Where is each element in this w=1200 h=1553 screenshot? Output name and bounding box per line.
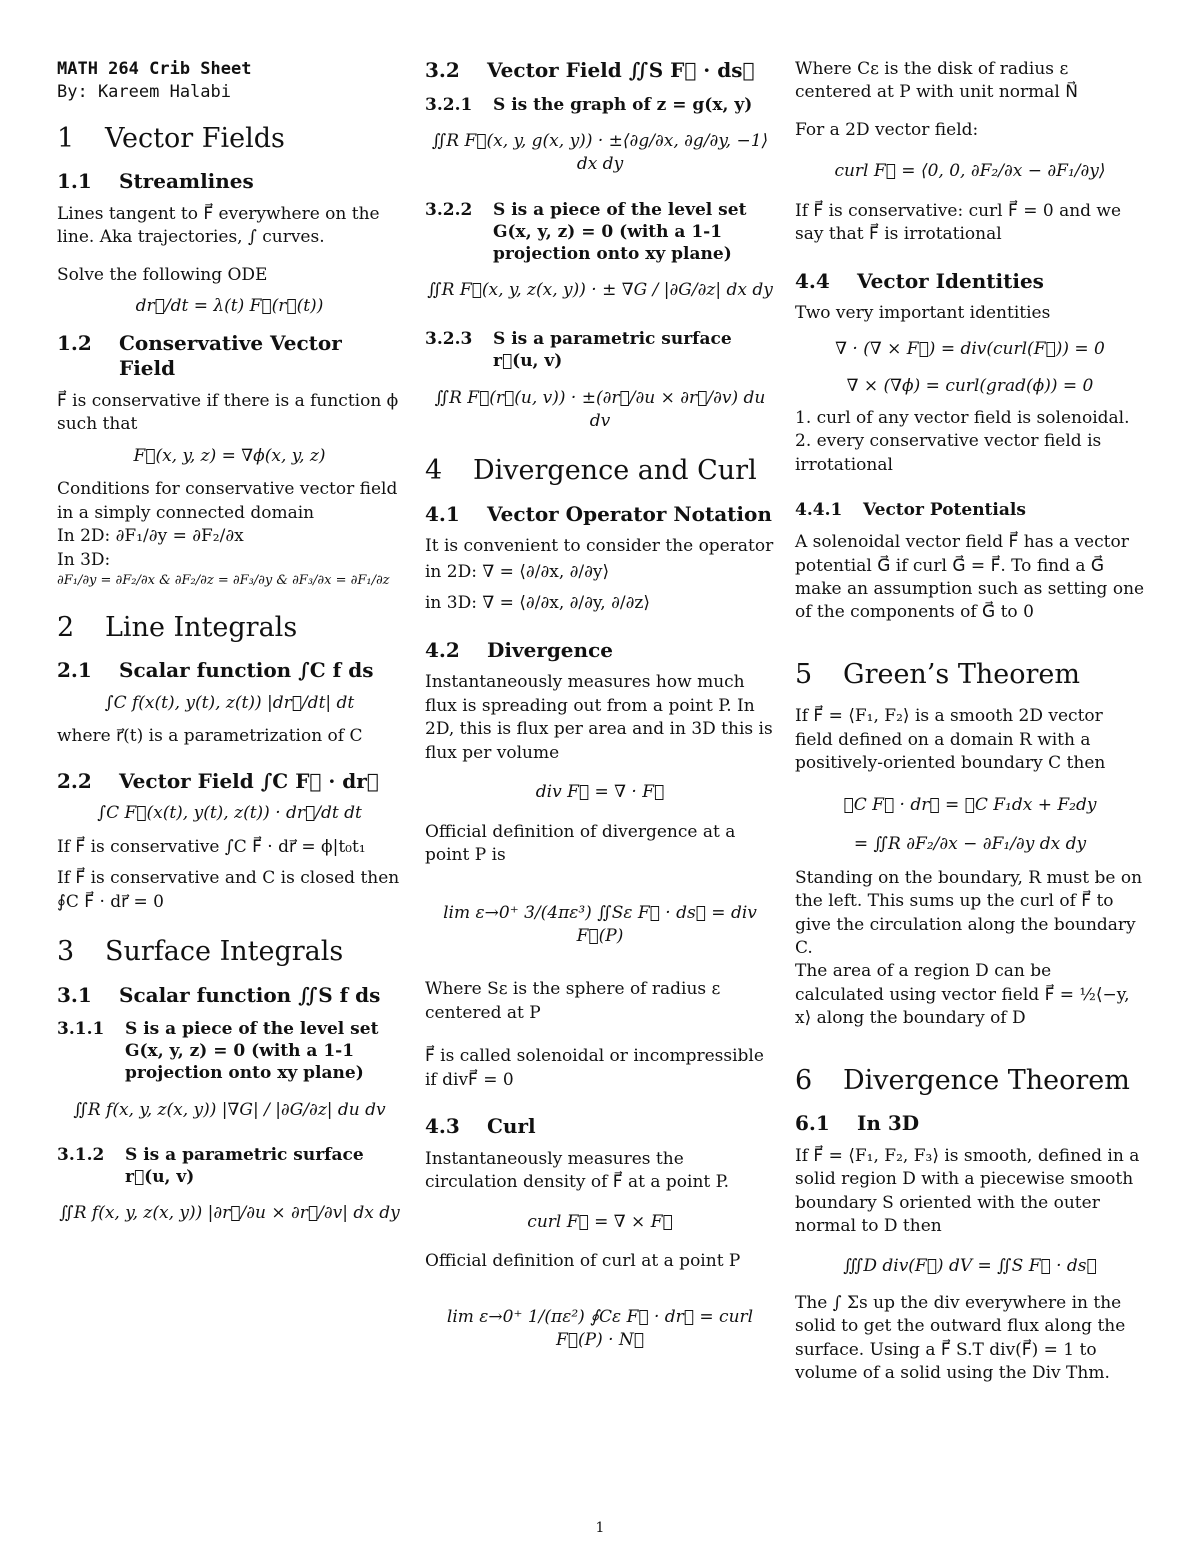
- section-heading: 1 Vector Fields: [57, 122, 285, 154]
- subsubsection-heading: 3.1.1 S is a piece of the level set G(x, y, z) = 0 (with a 1-1 projection onto xy plane): [57, 1019, 379, 1084]
- subsection-heading: 4.4 Vector Identities: [795, 268, 1044, 293]
- text-line: 1. curl of any vector field is solenoidal.: [795, 407, 1130, 428]
- paragraph: If F⃗ = ⟨F₁, F₂⟩ is a smooth 2D vector field defined on a domain R with a positively-oriented boundary C then: [795, 706, 1106, 774]
- paragraph: A solenoidal vector field F⃗ has a vector potential G⃗ if curl G⃗ = F⃗. To find a G⃗ make an assumption such as setting one of the components of G⃗ to 0: [795, 532, 1145, 623]
- subsection-heading: 2.2 Vector Field ∫C F⃗ · dr⃗: [57, 768, 379, 793]
- paragraph: For a 2D vector field:: [795, 119, 979, 140]
- column-2: [425, 52, 775, 1363]
- text-line: In 2D: ∂F₁/∂y = ∂F₂/∂x: [57, 526, 244, 547]
- section-heading: 5 Green’s Theorem: [795, 658, 1080, 690]
- sheet-title: MATH 264 Crib Sheet: [57, 59, 252, 79]
- page-number: 1: [595, 1520, 605, 1536]
- equation: F⃗(x, y, z) = ∇ϕ(x, y, z): [133, 445, 326, 466]
- equation: ∫C F⃗(x(t), y(t), z(t)) · dr⃗/dt dt: [97, 803, 362, 824]
- text-line: 2. every conservative vector field is irrotational: [795, 431, 1102, 475]
- equation: ∫C f(x(t), y(t), z(t)) |dr⃗/dt| dt: [104, 692, 355, 713]
- subsection-heading: 6.1 In 3D: [795, 1111, 920, 1136]
- equation: curl F⃗ = ⟨0, 0, ∂F₂/∂x − ∂F₁/∂y⟩: [834, 161, 1106, 182]
- subsubsection-heading: 3.2.2 S is a piece of the level set G(x, y, z) = 0 (with a 1-1 projection onto xy plane): [425, 199, 747, 264]
- equation: lim ε→0⁺ 3/(4πε³) ∬Sε F⃗ · ds⃗ = div F⃗(P): [443, 902, 757, 946]
- equation: ∭D div(F⃗) dV = ∬S F⃗ · ds⃗: [843, 1255, 1097, 1276]
- section-heading: 2 Line Integrals: [57, 612, 298, 643]
- paragraph: F⃗ is called solenoidal or incompressible if divF⃗ = 0: [425, 1046, 764, 1090]
- equation: ∬R F⃗(x, y, g(x, y)) · ±⟨∂g/∂x, ∂g/∂y, −1⟩ dx dy: [431, 130, 769, 175]
- equation: ∬R F⃗(x, y, z(x, y)) · ± ∇G / |∂G/∂z| dx dy: [427, 279, 773, 300]
- subsection-heading: 3.1 Scalar function ∬S f ds: [57, 982, 381, 1007]
- sheet-author: By: Kareem Halabi: [57, 82, 231, 103]
- subsection-heading: 3.2 Vector Field ∬S F⃗ · ds⃗: [425, 58, 755, 82]
- subsubsection-heading: 3.2.1 S is the graph of z = g(x, y): [425, 94, 753, 115]
- section-heading: 3 Surface Integrals: [57, 936, 344, 968]
- subsubsection-heading: 3.2.3 S is a parametric surface r⃗(u, v): [425, 329, 732, 372]
- paragraph: Instantaneously measures how much flux is spreading out from a point P. In 2D, this is flux per area and in 3D this is flux per volume: [425, 672, 773, 763]
- paragraph: Standing on the boundary, R must be on the left. This sums up the curl of F⃗ to give the circulation along the boundary C.: [795, 867, 1143, 958]
- equation: curl F⃗ = ∇ × F⃗: [527, 1211, 673, 1232]
- equation: ∮C F⃗ · dr⃗ = ∮C F₁dx + F₂dy: [843, 794, 1097, 815]
- equation: lim ε→0⁺ 1/(πε²) ∮Cε F⃗ · dr⃗ = curl F⃗(P) · N⃗: [446, 1306, 754, 1351]
- equation: = ∬R ∂F₂/∂x − ∂F₁/∂y dx dy: [853, 834, 1087, 855]
- paragraph: If F⃗ is conservative: curl F⃗ = 0 and we say that F⃗ is irrotational: [795, 200, 1122, 245]
- subsection-heading: 2.1 Scalar function ∫C f ds: [57, 658, 374, 683]
- paragraph: Conditions for conservative vector field in a simply connected domain: [57, 479, 398, 523]
- equation: div F⃗ = ∇ · F⃗: [535, 782, 665, 803]
- paragraph: Where Cε is the disk of radius ε centered at P with unit normal N⃗: [795, 59, 1078, 103]
- equation: ∂F₁/∂y = ∂F₂/∂x & ∂F₂/∂z = ∂F₃/∂y & ∂F₃/∂x = ∂F₁/∂z: [57, 573, 390, 589]
- equation: ∇ × (∇ϕ) = curl(grad(ϕ)) = 0: [846, 376, 1094, 397]
- paragraph: Two very important identities: [795, 303, 1051, 324]
- paragraph: If F⃗ is conservative and C is closed then ∮C F⃗ · dr⃗ = 0: [57, 868, 400, 912]
- paragraph: Lines tangent to F⃗ everywhere on the line. Aka trajectories, ∫ curves.: [57, 203, 380, 248]
- subsection-heading: 4.3 Curl: [425, 1114, 536, 1139]
- paragraph: Where Sε is the sphere of radius ε centered at P: [425, 979, 721, 1023]
- column-3: [795, 52, 1145, 1394]
- paragraph: The ∫ Σs up the div everywhere in the solid to get the outward flux along the surface. Using a F⃗ S.T div(F⃗) = 1 to volume of a solid using the Div Thm.: [795, 1293, 1126, 1384]
- section-heading: 4 Divergence and Curl: [425, 455, 757, 487]
- subsection-heading: 1.2 Conservative Vector Field: [57, 330, 342, 381]
- equation: ∬R F⃗(r⃗(u, v)) · ±(∂r⃗/∂u × ∂r⃗/∂v) du dv: [434, 387, 766, 431]
- section-heading: 6 Divergence Theorem: [795, 1064, 1130, 1096]
- subsubsection-heading: 3.1.2 S is a parametric surface r⃗(u, v): [57, 1145, 364, 1188]
- subsection-heading: 4.1 Vector Operator Notation: [425, 501, 772, 526]
- equation: dr⃗/dt = λ(t) F⃗(r⃗(t)): [135, 296, 324, 317]
- paragraph: F⃗ is conservative if there is a function ϕ such that: [57, 390, 399, 435]
- text-line: in 2D: ∇ = ⟨∂/∂x, ∂/∂y⟩: [425, 561, 610, 582]
- paragraph: It is convenient to consider the operator: [425, 536, 774, 557]
- equation: ∬R f(x, y, z(x, y)) |∇G| / |∂G/∂z| du dv: [73, 1099, 386, 1120]
- column-1: [57, 52, 402, 1236]
- text-line: In 3D:: [57, 549, 111, 570]
- paragraph: Official definition of divergence at a point P is: [425, 821, 736, 866]
- text-line: in 3D: ∇ = ⟨∂/∂x, ∂/∂y, ∂/∂z⟩: [425, 593, 650, 614]
- paragraph: where r⃗(t) is a parametrization of C: [57, 726, 363, 747]
- paragraph: If F⃗ = ⟨F₁, F₂, F₃⟩ is smooth, defined in a solid region D with a piecewise smooth boundary S oriented with the outer normal to D then: [795, 1145, 1140, 1237]
- paragraph: Solve the following ODE: [57, 264, 268, 285]
- paragraph: Instantaneously measures the circulation density of F⃗ at a point P.: [425, 1148, 730, 1193]
- paragraph: If F⃗ is conservative ∫C F⃗ · dr⃗ = ϕ|t₀t₁: [57, 836, 366, 857]
- equation: ∬R f(x, y, z(x, y)) |∂r⃗/∂u × ∂r⃗/∂v| dx dy: [59, 1203, 400, 1224]
- subsection-heading: 1.1 Streamlines: [57, 169, 254, 194]
- paragraph: Official definition of curl at a point P: [425, 1251, 741, 1272]
- paragraph: The area of a region D can be calculated using vector field F⃗ = ½⟨−y, x⟩ along the boundary of D: [795, 961, 1130, 1029]
- subsubsection-heading: 4.4.1 Vector Potentials: [795, 500, 1026, 521]
- equation: ∇ · (∇ × F⃗) = div(curl(F⃗)) = 0: [835, 338, 1105, 359]
- subsection-heading: 4.2 Divergence: [425, 637, 613, 662]
